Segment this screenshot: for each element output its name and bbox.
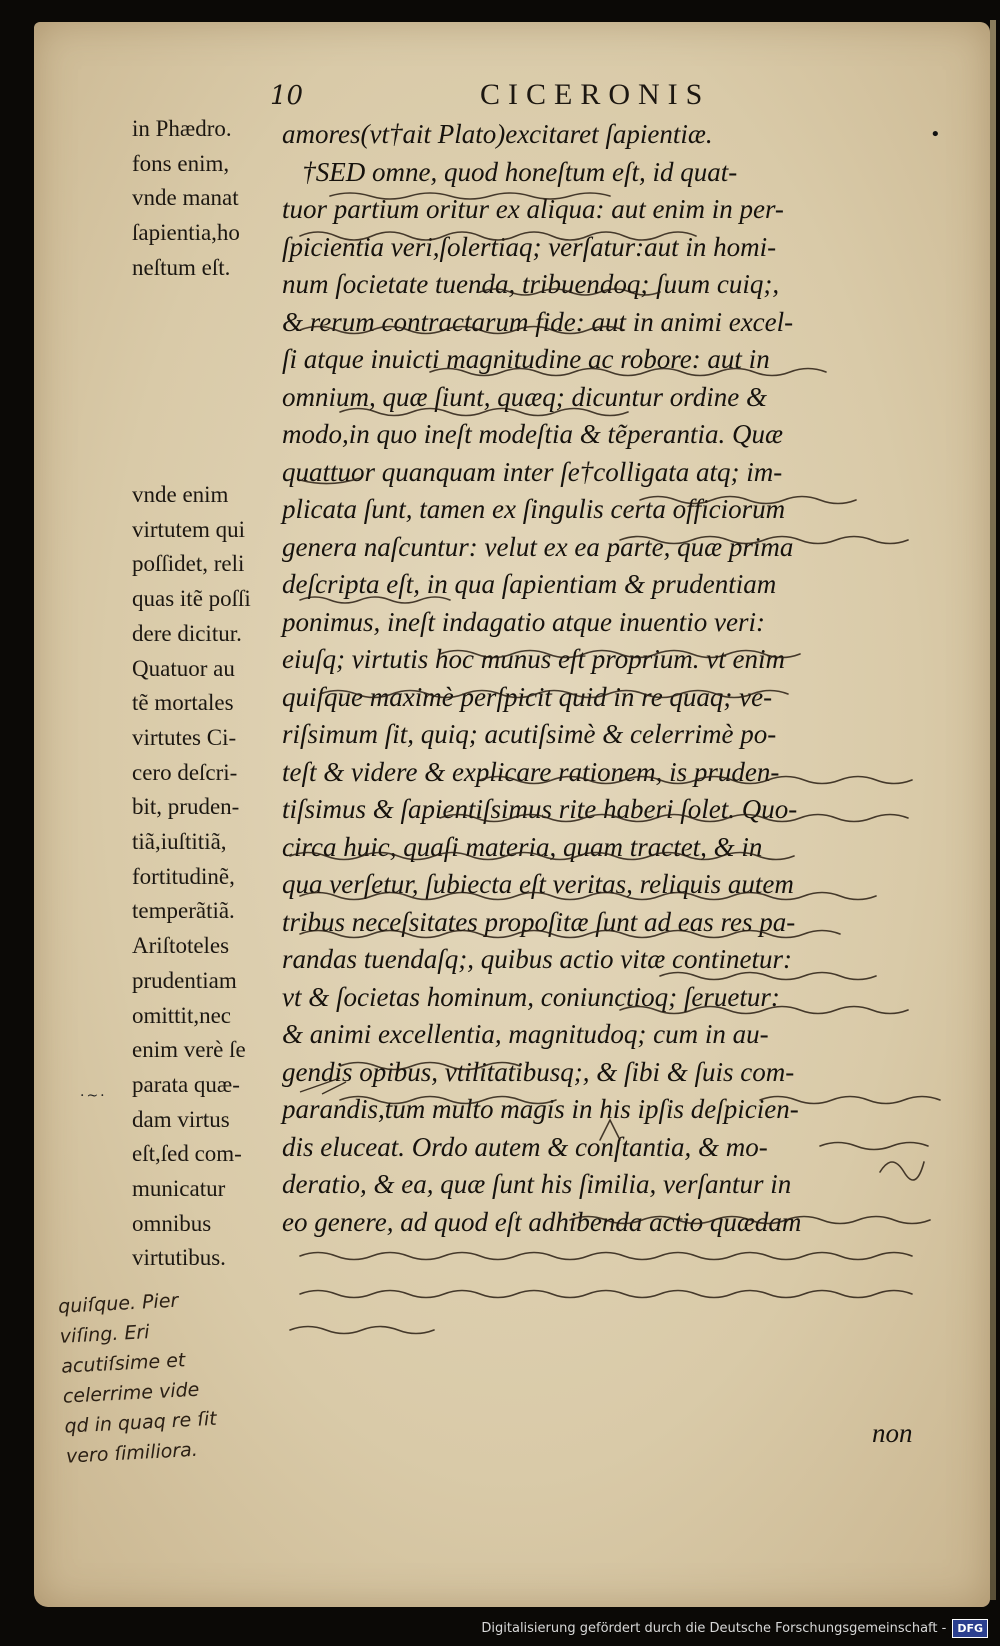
footer-credit: Digitalisierung gefördert durch die Deutsche Forschungsgemeinschaft - (481, 1621, 947, 1636)
running-title: CICERONIS (480, 78, 711, 111)
digitization-footer (481, 1619, 988, 1638)
bullet-mark: • (930, 124, 941, 145)
margin-note-virtues: vnde enim virtutem qui poſſidet, reli quas itẽ poſſi dere dicitur. Quatuor au tẽ mortales virtutes Ci- cero deſcri- bit, pruden- tiã,iuſtitiã, fortitudinẽ, temperãtiã. Ariſtoteles prudentiam omittit,nec enim verè ſe parata quæ- dam virtus eſt,ſed com- municatur omnibus virtutibus. (132, 482, 251, 1271)
main-text-body: amores(vt†ait Plato)excitaret ſapientiæ. †SED omne, quod honeſtum eſt, id quat- tuor partium oritur ex aliqua: aut enim in per- ſpicientia veri,ſolertiaq; verſatur:aut in homi- num ſocietate tuenda, tribuendoq; ſuum cuiq;, & rerum contractarum fide: aut in animi excel- ſi atque inuicti magnitudine ac robore: aut in omnium, quæ ſiunt, quæq; dicuntur ordine & modo,in quo ineſt modeſtia & tẽperantia. Quæ quattuor quanquam inter ſe†colligata atq; im- plicata ſunt, tamen ex ſingulis certa officiorum genera naſcuntur: velut ex ea parte, quæ prima deſcripta eſt, in qua ſapientiam & prudentiam ponimus, ineſt indagatio atque inuentio veri: eiuſq; virtutis hoc munus eſt proprium. vt enim quiſque maximè perſpicit quid in re quaq; ve- riſsimum ſit, quiq; acutiſsimè & celerrimè po- teſt & videre & explicare rationem, is pruden- tiſsimus & ſapientiſsimus rite haberi ſolet. Quo- circa huic, quaſi materia, quam tractet, & in qua verſetur, ſubiecta eſt veritas, reliquis autem tribus neceſsitates propoſitæ ſunt ad eas res pa- randas tuendaſq;, quibus actio vitæ continetur: vt & ſocietas hominum, coniunctioq; ſeruetur: & animi excellentia, magnitudoq; cum in au- gendis opibus, vtilitatibusq;, & ſibi & ſuis com- parandis,tum multo magis in his ipſis deſpicien- dis eluceat. Ordo autem & conſtantia, & mo- deratio, & ea, quæ ſunt his ſimilia, verſantur in eo genere, ad quod eſt adhibenda actio quædam (282, 119, 802, 1237)
handwritten-note: quiſque. Pier viſing. Eri acutiſsime et celerrime vide qd in quaq re ſit vero ſimiliora. (57, 1289, 218, 1468)
dash-mark: ·~· (80, 1088, 107, 1104)
dfg-logo: DFG (952, 1619, 988, 1638)
page-number: 10 (270, 81, 304, 111)
catchword: non (872, 1418, 913, 1448)
margin-note-phaedro: in Phædro. fons enim, vnde manat ſapientia,ho neſtum eſt. (132, 116, 240, 280)
